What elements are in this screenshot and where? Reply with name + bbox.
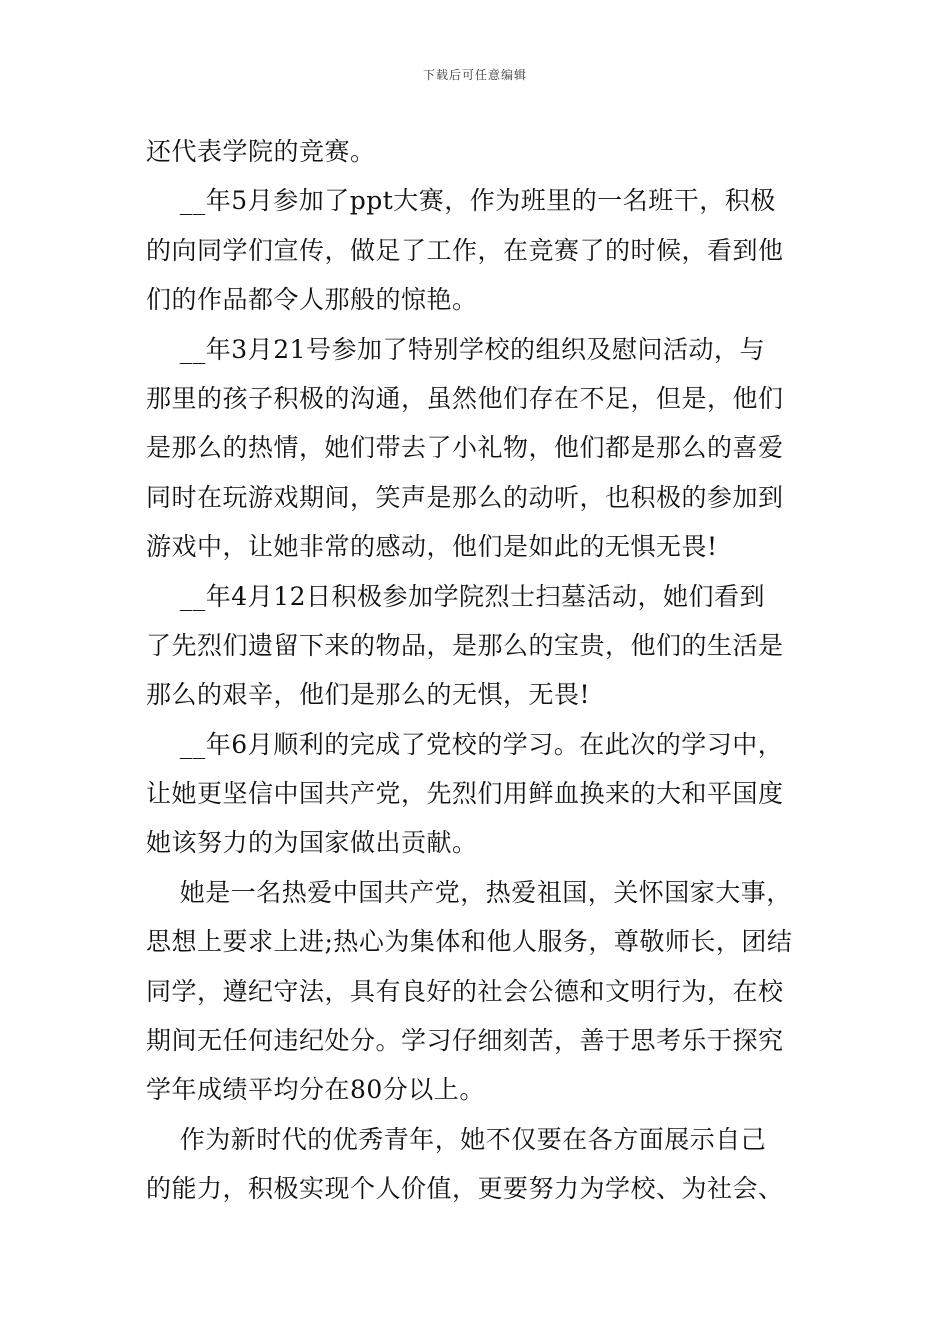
text-line: 的向同学们宣传，做足了工作，在竞赛了的时候，看到他 [146, 235, 784, 265]
text-line: 那里的孩子积极的沟通，虽然他们存在不足，但是，他们 [146, 383, 784, 413]
text-line: 作为新时代的优秀青年，她不仅要在各方面展示自己 [146, 1124, 767, 1154]
text-line: 那么的艰辛，他们是那么的无惧，无畏! [146, 680, 591, 710]
text-line: 同时在玩游戏期间，笑声是那么的动听，也积极的参加到 [146, 482, 784, 512]
text-line: 期间无任何违纪处分。学习仔细刻苦，善于思考乐于探究 [146, 1026, 784, 1056]
text-line: 同学，遵纪守法，具有良好的社会公德和文明行为，在校 [146, 976, 784, 1006]
text-line: 思想上要求上进;热心为集体和他人服务，尊敬师长，团结 [146, 927, 793, 957]
text-line: 了先烈们遗留下来的物品，是那么的宝贵，他们的生活是 [146, 630, 784, 660]
text-line: 游戏中，让她非常的感动，他们是如此的无惧无畏! [146, 532, 718, 562]
text-line: __年5月参加了ppt大赛，作为班里的一名班干，积极 [146, 186, 776, 216]
text-line: 还代表学院的竞赛。 [146, 137, 376, 166]
text-line: 是那么的热情，她们带去了小礼物，他们都是那么的喜爱 [146, 433, 784, 463]
text-line: __年6月顺利的完成了党校的学习。在此次的学习中， [146, 729, 784, 759]
text-line: 她该努力的为国家做出贡献。 [146, 828, 478, 858]
text-line: 的能力，积极实现个人价值，更要努力为学校、为社会、 [146, 1174, 784, 1204]
text-line: 她是一名热爱中国共产党，热爱祖国，关怀国家大事， [146, 877, 792, 907]
document-body [146, 127, 826, 1214]
text-line: 学年成绩平均分在80分以上。 [146, 1075, 485, 1105]
text-line: __年3月21号参加了特别学校的组织及慰问活动，与 [146, 334, 766, 364]
page-header: 下载后可任意编辑 [422, 68, 527, 82]
text-line: 们的作品都令人那般的惊艳。 [146, 285, 478, 315]
text-line: __年4月12日积极参加学院烈士扫墓活动，她们看到 [146, 581, 766, 611]
text-line: 让她更坚信中国共产党，先烈们用鲜血换来的大和平国度 [146, 779, 784, 809]
